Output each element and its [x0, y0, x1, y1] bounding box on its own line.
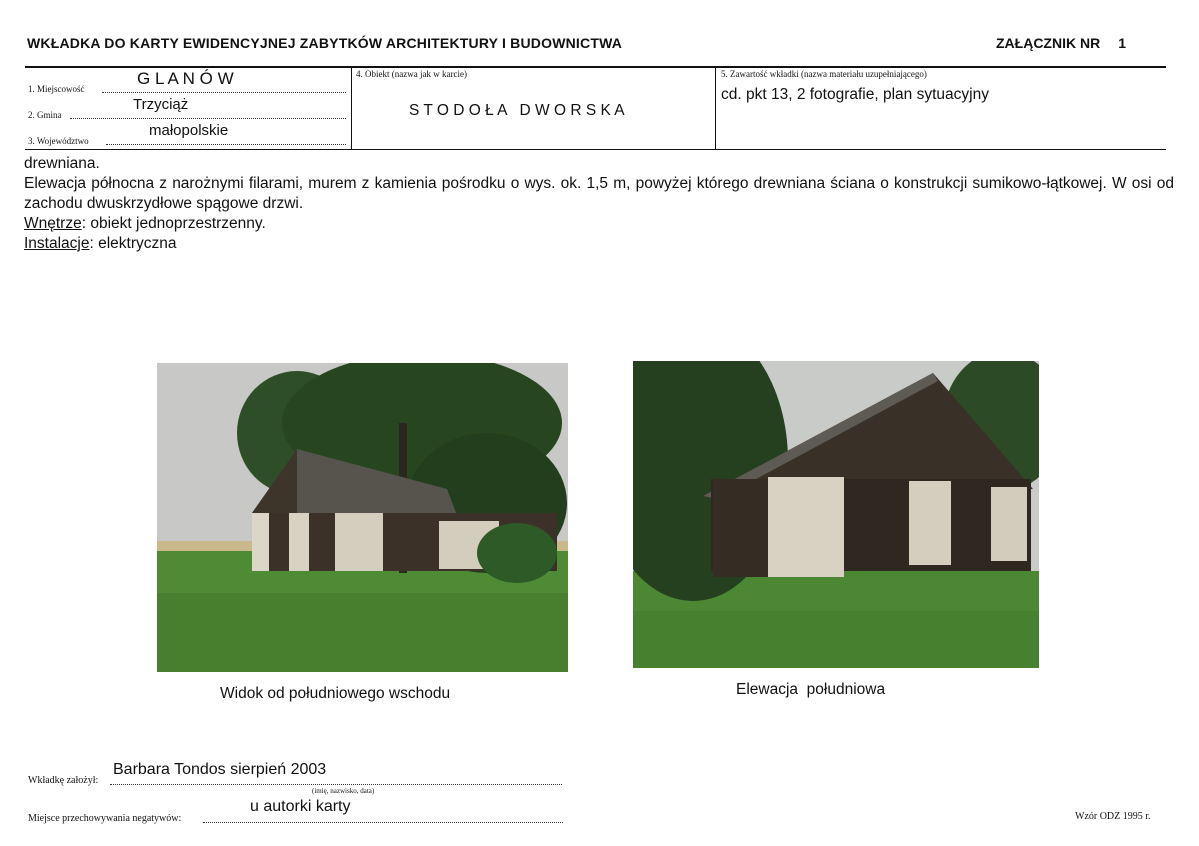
- dotted-line: [203, 822, 563, 823]
- installation-label: Instalacje: [24, 235, 90, 252]
- object-label: 4. Obiekt (nazwa jak w karcie): [356, 69, 467, 79]
- form-code: Wzór ODZ 1995 r.: [1075, 811, 1151, 822]
- description: [24, 154, 1174, 254]
- created-by-label: Wkładkę założył:: [28, 775, 99, 786]
- barn-photo-illustration: [157, 363, 568, 672]
- barn-photo-illustration: [633, 361, 1039, 668]
- installation-line: [24, 234, 1174, 254]
- interior-value: : obiekt jednoprzestrzenny.: [81, 215, 266, 232]
- dotted-line: [106, 144, 346, 145]
- commune-value: Trzyciąż: [133, 96, 189, 113]
- locality-label: 1. Miejscowość: [28, 84, 85, 94]
- created-by-hint: (imię, nazwisko, data): [312, 787, 375, 795]
- contents-value: cd. pkt 13, 2 fotografie, plan sytuacyjny: [721, 86, 989, 103]
- attachment-value: 1: [1118, 35, 1127, 51]
- contents-label: 5. Zawartość wkładki (nazwa materiału uzupełniającego): [721, 69, 927, 79]
- form-title: WKŁADKA DO KARTY EWIDENCYJNEJ ZABYTKÓW ARCHITEKTURY I BUDOWNICTWA: [27, 35, 623, 51]
- attachment-label: ZAŁĄCZNIK NR: [996, 35, 1101, 51]
- commune-label: 2. Gmina: [28, 110, 62, 120]
- description-paragraph: Elewacja północna z narożnymi filarami, murem z kamienia pośrodku o wys. ok. 1,5 m, powyżej którego drewniana ściana o konstrukcji sumikowo-łątkowej. W osi od zachodu dwuskrzydłowe spągowe drzwi.: [24, 175, 1174, 212]
- negatives-value: u autorki karty: [250, 798, 351, 815]
- interior-line: [24, 214, 1174, 234]
- attachment-number: [996, 35, 1126, 51]
- interior-label: Wnętrze: [24, 215, 82, 232]
- dotted-line: [70, 118, 346, 119]
- dotted-line: [102, 92, 346, 93]
- object-value: S T O D O Ł A D W O R S K A: [409, 102, 625, 119]
- left-photo-caption: Widok od południowego wschodu: [220, 685, 451, 702]
- description-line: drewniana.: [24, 155, 100, 172]
- photo-southeast-view: [157, 363, 568, 672]
- negatives-label: Miejsce przechowywania negatywów:: [28, 813, 182, 824]
- dotted-line: [110, 784, 562, 785]
- voivodeship-value: małopolskie: [149, 122, 229, 139]
- installation-value: : elektryczna: [89, 235, 177, 252]
- right-photo-caption: Elewacja południowa: [736, 681, 886, 698]
- fields-rule: [25, 149, 1166, 150]
- column-divider: [351, 67, 352, 149]
- locality-value: G L A N Ó W: [137, 69, 234, 88]
- header-rule: [25, 66, 1166, 68]
- voivodeship-label: 3. Województwo: [28, 136, 89, 146]
- created-by-value: Barbara Tondos sierpień 2003: [113, 761, 327, 778]
- photo-south-elevation: [633, 361, 1039, 668]
- column-divider: [715, 67, 716, 149]
